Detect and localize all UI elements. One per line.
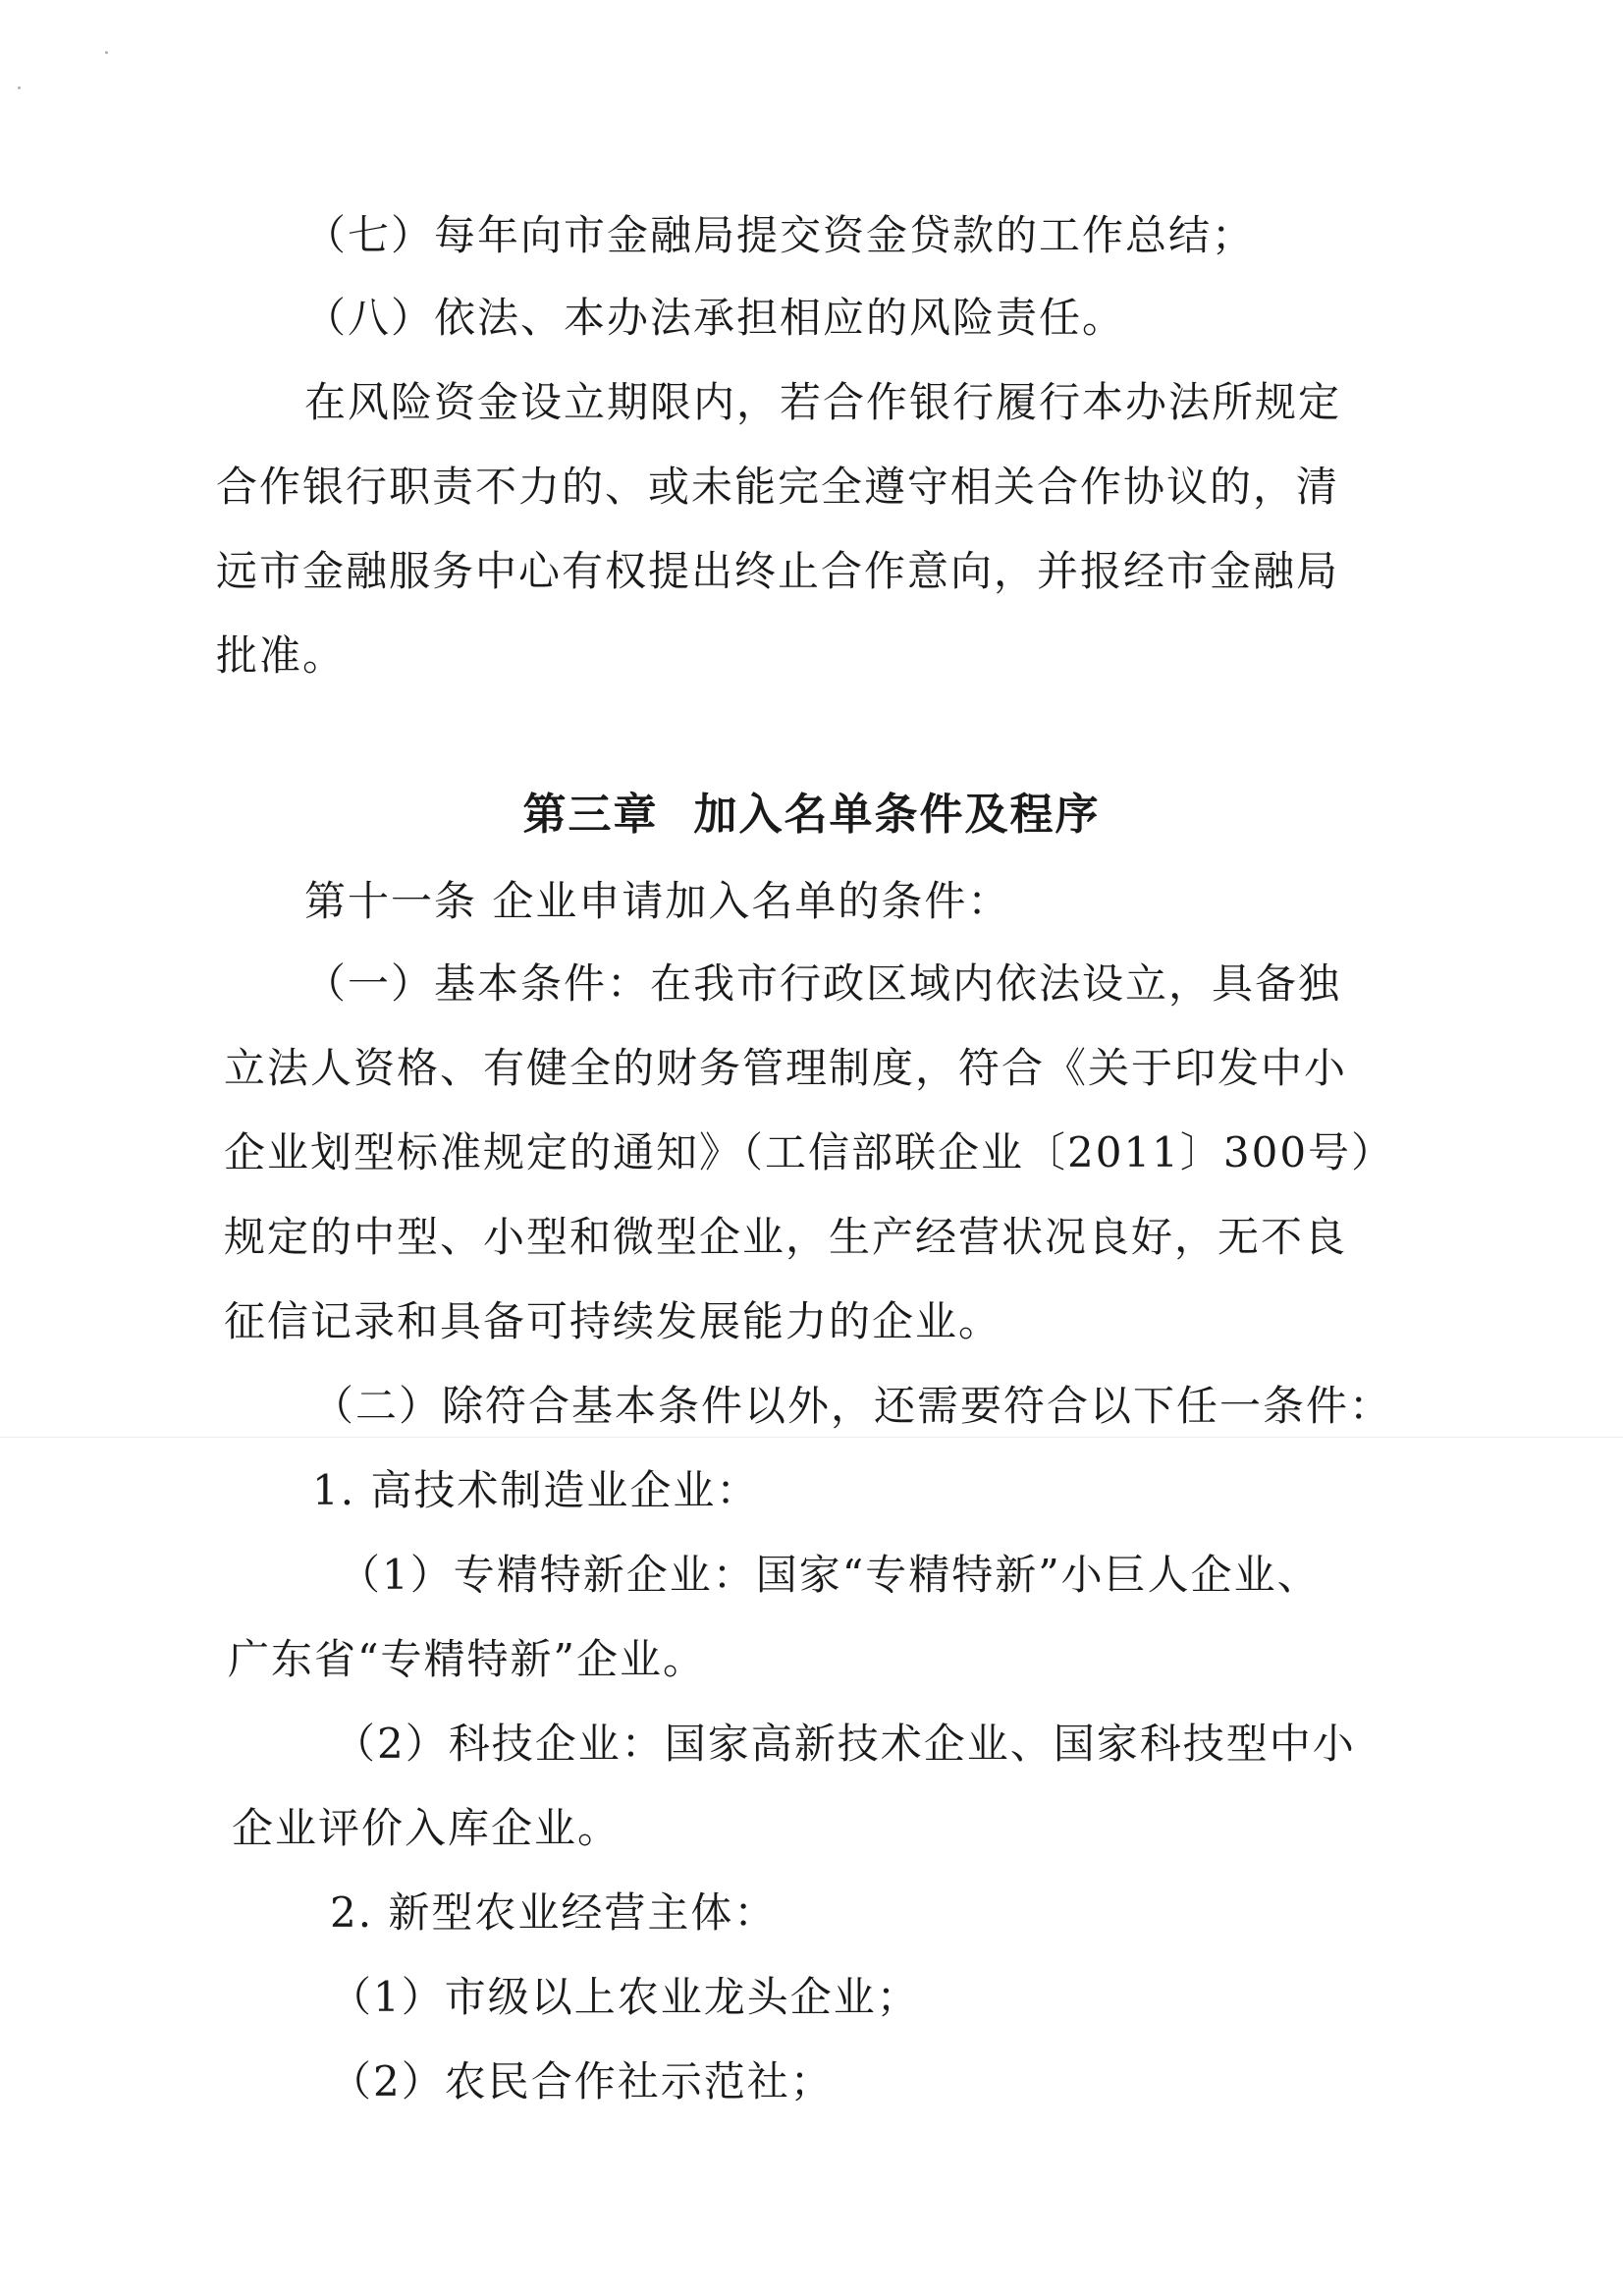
chapter-number: 第三章 (522, 790, 659, 840)
list-item: 1. 高技术制造业企业： (312, 1466, 760, 1514)
paragraph-line: （一）基本条件：在我市行政区域内依法设立，具备独 (304, 959, 1342, 1008)
chapter-title: 加入名单条件及程序 (693, 790, 1101, 840)
paragraph-line: （七）每年向市金融局提交资金贷款的工作总结； (304, 211, 1256, 259)
paragraph-line: 规定的中型、小型和微型企业，生产经营状况良好，无不良 (224, 1213, 1348, 1261)
article-heading: 第十一条 企业申请加入名单的条件： (304, 877, 1011, 925)
list-item: （2）科技企业：国家高新技术企业、国家科技型中小 (334, 1720, 1356, 1768)
paragraph-line: 远市金融服务中心有权提出终止合作意向，并报经市金融局 (216, 547, 1340, 595)
chapter-heading (0, 776, 1623, 854)
paragraph-line: 在风险资金设立期限内，若合作银行履行本办法所规定 (304, 378, 1342, 426)
paragraph-line: 征信记录和具备可持续发展能力的企业。 (224, 1297, 1002, 1345)
paragraph-line: 合作银行职责不力的、或未能完全遵守相关合作协议的，清 (216, 463, 1340, 511)
scan-speck (105, 51, 108, 54)
list-item: （2）农民合作社示范社； (330, 2057, 834, 2105)
paragraph-line: （二）除符合基本条件以外，还需要符合以下任一条件： (312, 1382, 1393, 1430)
paragraph-line: 企业评价入库企业。 (232, 1804, 622, 1852)
scan-artifact-line (0, 1437, 1623, 1438)
list-item: （1）专精特新企业：国家“专精特新”小巨人企业、 (339, 1551, 1321, 1599)
paragraph-line: 批准。 (216, 631, 347, 680)
list-item: 2. 新型农业经营主体： (330, 1888, 778, 1937)
paragraph-line: 立法人资格、有健全的财务管理制度，符合《关于印发中小 (224, 1044, 1348, 1092)
scan-speck (18, 86, 21, 89)
paragraph-line: 广东省“专精特新”企业。 (228, 1635, 706, 1683)
paragraph-line: 企业划型标准规定的通知》（工信部联企业〔2011〕300号） (224, 1128, 1395, 1176)
list-item: （1）市级以上农业龙头企业； (330, 1973, 920, 2021)
paragraph-line: （八）依法、本办法承担相应的风险责任。 (304, 294, 1126, 342)
